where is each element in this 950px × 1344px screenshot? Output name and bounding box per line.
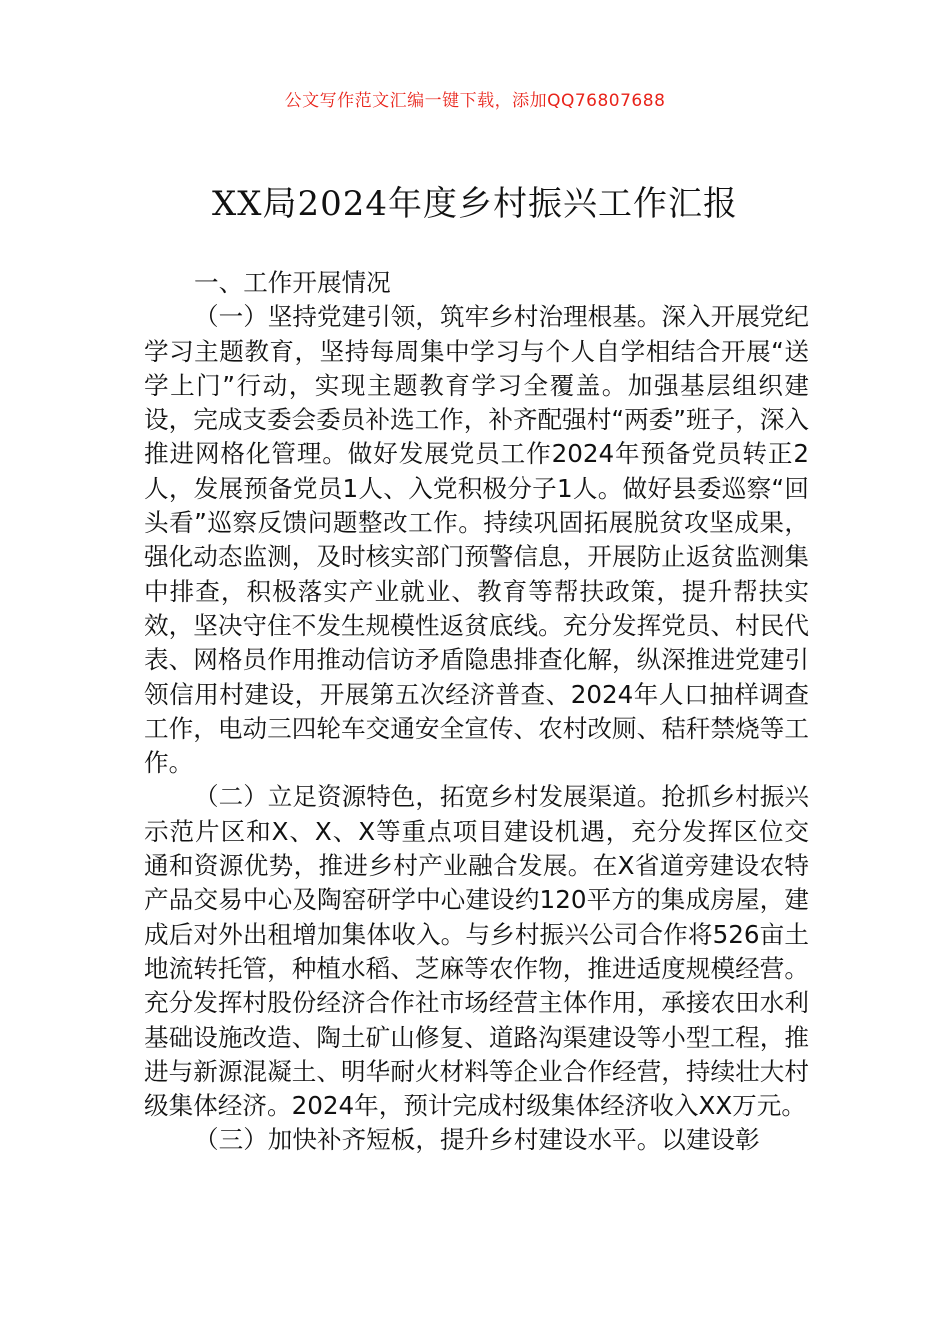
- paragraph-party-building: （一）坚持党建引领，筑牢乡村治理根基。深入开展党纪学习主题教育，坚持每周集中学习与个人自学相结合开展“送学上门”行动，实现主题教育学习全覆盖。加强基层组织建设，完成支委会委员补选工作，补齐配强村“两委”班子，深入推进网格化管理。做好发展党员工作2024年预备党员转正2人，发展预备党员1人、入党积极分子1人。做好县委巡察“回头看”巡察反馈问题整改工作。持续巩固拓展脱贫攻坚成果，强化动态监测，及时核实部门预警信息，开展防止返贫监测集中排查，积极落实产业就业、教育等帮扶政策，提升帮扶实效，坚决守住不发生规模性返贫底线。充分发挥党员、村民代表、网格员作用推动信访矛盾隐患排查化解，纵深推进党建引领信用村建设，开展第五次经济普查、2024年人口抽样调查工作，电动三四轮车交通安全宣传、农村改厕、秸秆禁烧等工作。: [144, 302, 809, 778]
- section-heading: 一、工作开展情况: [194, 268, 391, 297]
- download-notice: 公文写作范文汇编一键下载，添加QQ76807688: [284, 91, 666, 111]
- paragraph-rural-construction: （三）加快补齐短板，提升乡村建设水平。以建设彰: [194, 1125, 760, 1155]
- document-body: [144, 266, 809, 1158]
- document-title: XX局2024年度乡村振兴工作汇报: [212, 184, 738, 224]
- paragraph-resource-development: （二）立足资源特色，拓宽乡村发展渠道。抢抓乡村振兴示范片区和X、X、X等重点项目建设机遇，充分发挥区位交通和资源优势，推进乡村产业融合发展。在X省道旁建设农特产品交易中心及陶窑研学中心建设约120平方的集成房屋，建成后对外出租增加集体收入。与乡村振兴公司合作将526亩土地流转托管，种植水稻、芝麻等农作物，推进适度规模经营。充分发挥村股份经济合作社市场经营主体作用，承接农田水利基础设施改造、陶土矿山修复、道路沟渠建设等小型工程，推进与新源混凝土、明华耐火材料等企业合作经营，持续壮大村级集体经济。2024年，预计完成村级集体经济收入XX万元。: [144, 782, 809, 1121]
